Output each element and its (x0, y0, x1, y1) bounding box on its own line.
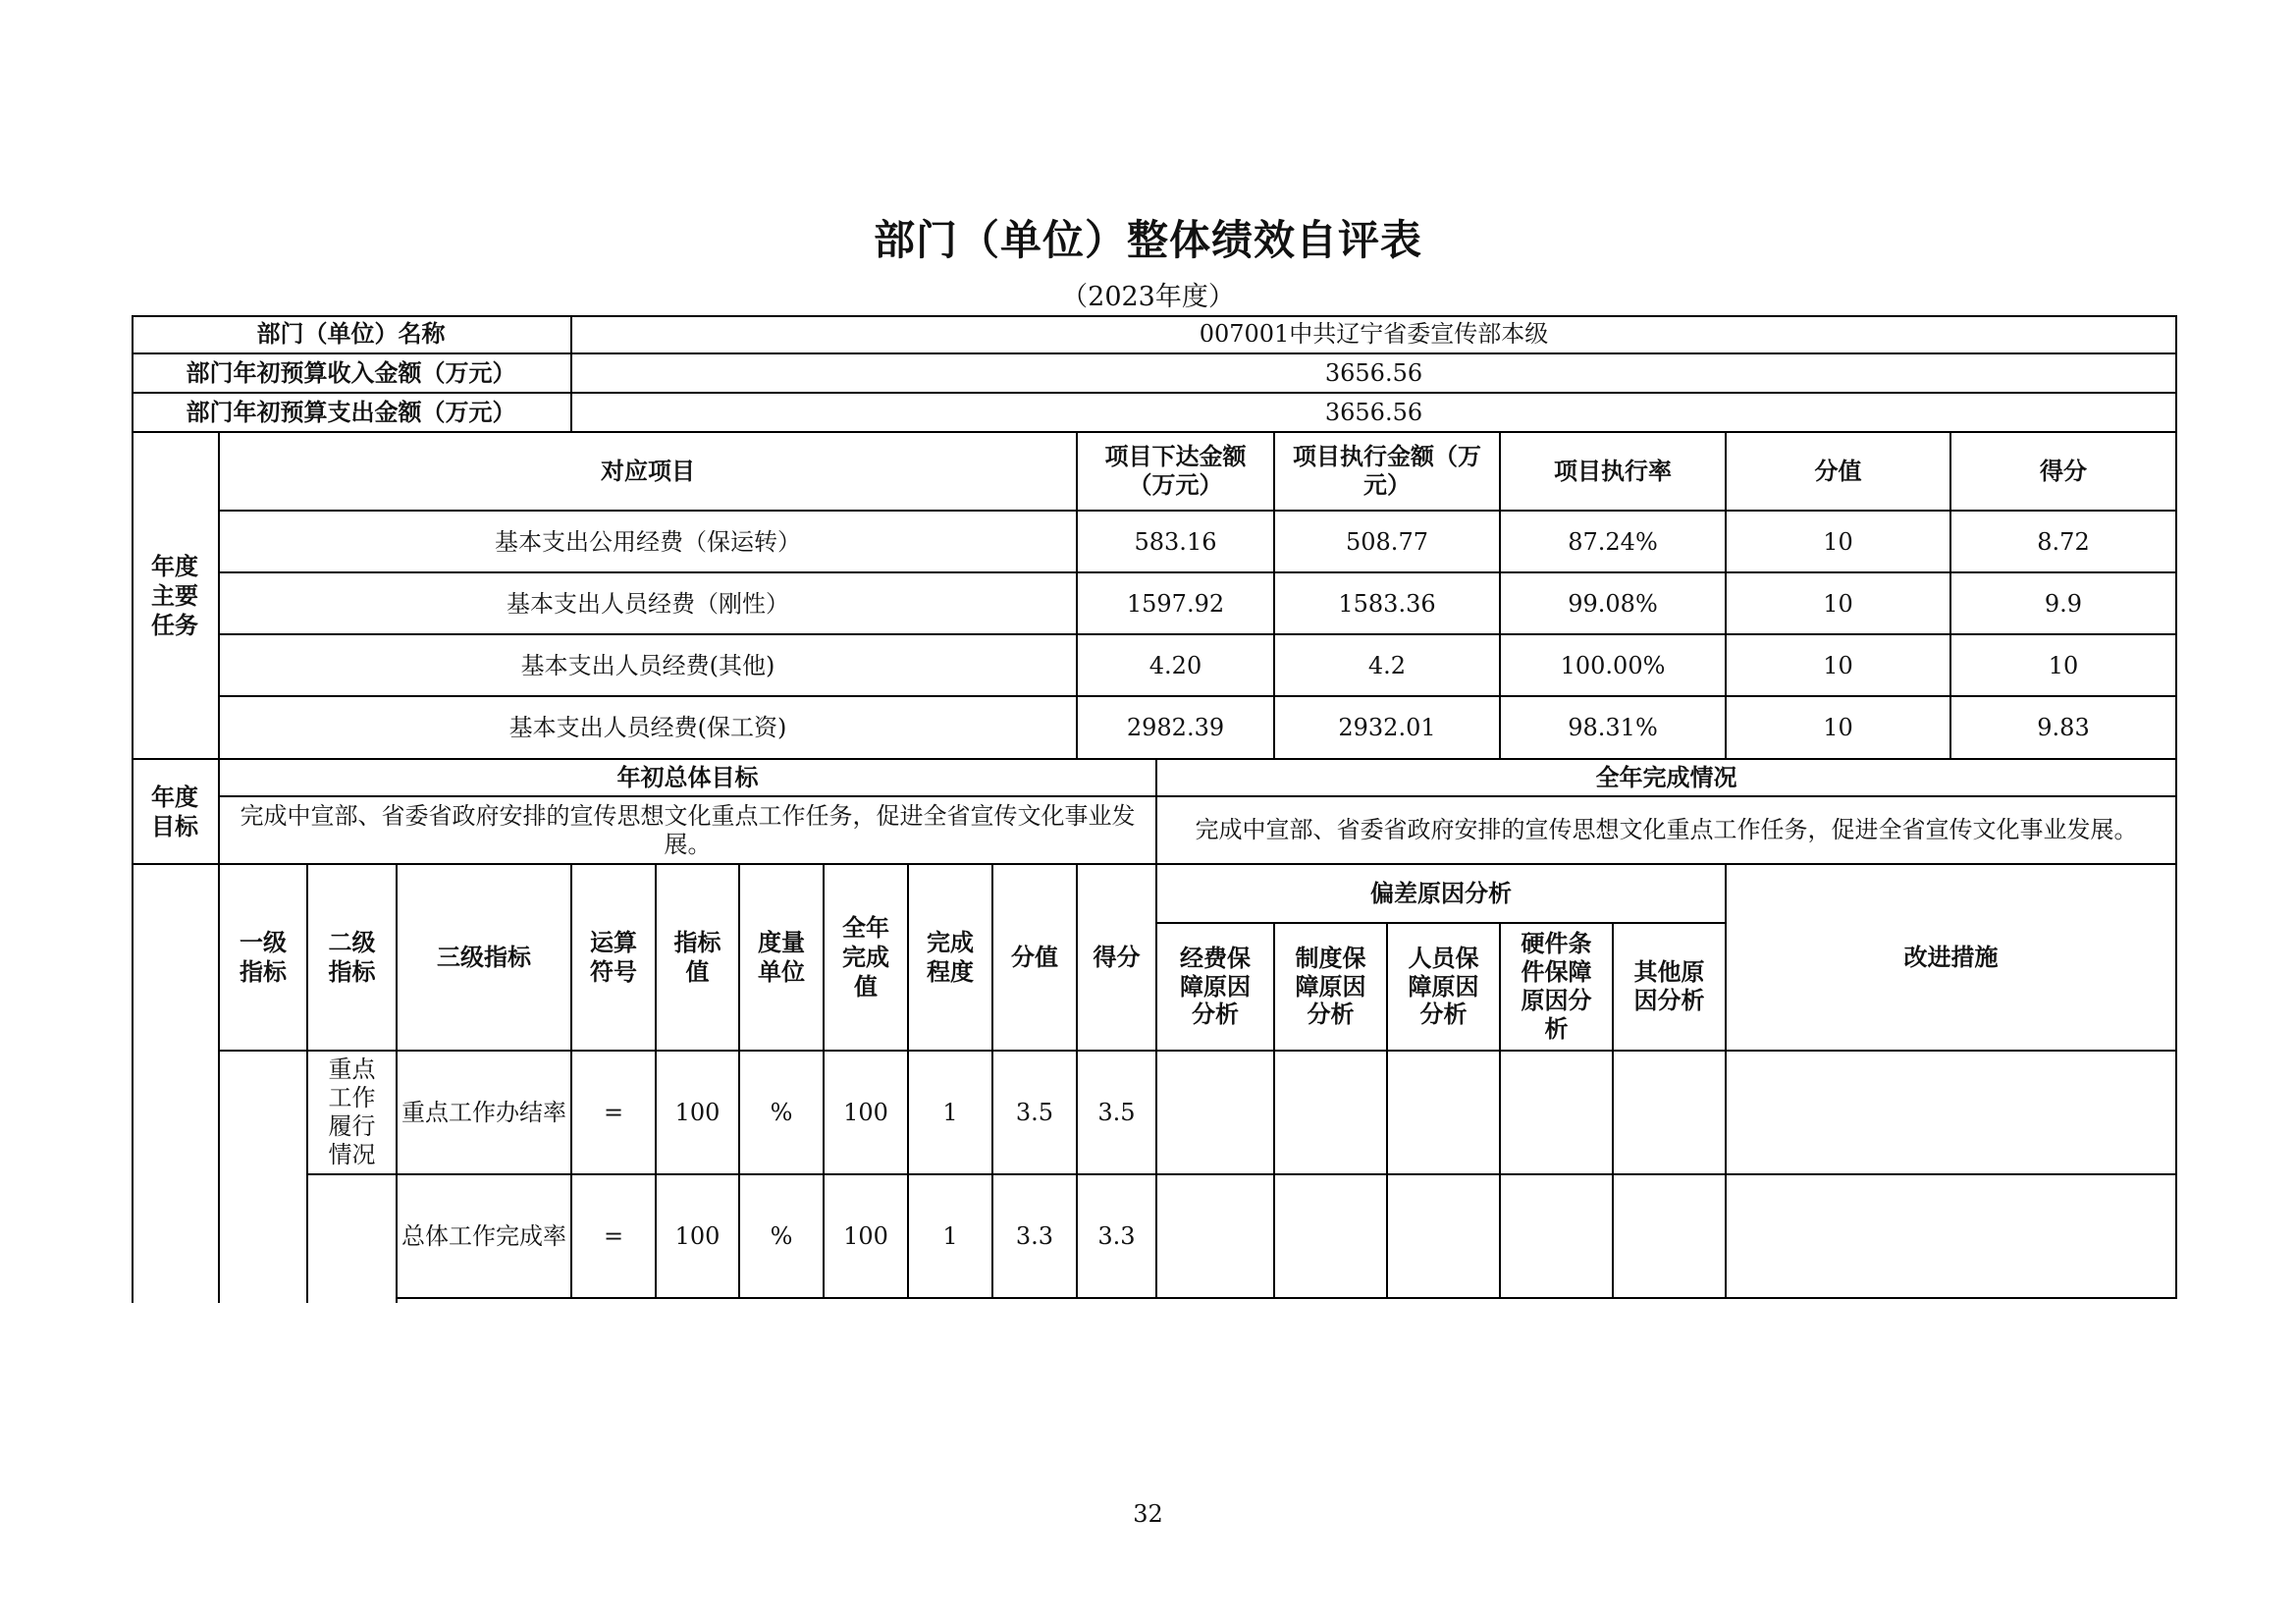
ind-col-actual: 全年 完成 值 (825, 865, 909, 1052)
ind-row-0-dev-funding (1157, 1052, 1275, 1175)
ind-col-score-value: 分值 (993, 865, 1078, 1052)
task-row-3-item: 基本支出人员经费(保工资) (220, 697, 1078, 760)
task-row-1-rate: 99.08% (1501, 573, 1727, 635)
income-value: 3656.56 (572, 354, 2177, 394)
task-row-1-issued: 1597.92 (1078, 573, 1275, 635)
tasks-col-executed: 项目执行金额（万元） (1275, 433, 1501, 512)
task-row-2-issued: 4.20 (1078, 635, 1275, 697)
income-label: 部门年初预算收入金额（万元） (132, 354, 572, 394)
goals-completion-label: 全年完成情况 (1157, 760, 2177, 797)
ind-row-1-operator: = (572, 1175, 657, 1299)
task-row-3-rate: 98.31% (1501, 697, 1727, 760)
ind-cutoff-line (396, 1299, 398, 1303)
ind-row-1-level3: 总体工作完成率 (398, 1175, 572, 1299)
page-number: 32 (1133, 1500, 1163, 1528)
ind-row-1-target: 100 (657, 1175, 740, 1299)
unit-name-label: 部门（单位）名称 (132, 315, 572, 354)
task-row-3-issued: 2982.39 (1078, 697, 1275, 760)
ind-row-1-dev-staff (1388, 1175, 1501, 1299)
task-row-3-score-value: 10 (1727, 697, 1951, 760)
task-row-2-item: 基本支出人员经费(其他) (220, 635, 1078, 697)
ind-row-1-actual: 100 (825, 1175, 909, 1299)
ind-col-degree: 完成 程度 (909, 865, 993, 1052)
page-subtitle: （2023年度） (1061, 282, 1235, 312)
task-row-3-score: 9.83 (1951, 697, 2177, 760)
task-row-2-score: 10 (1951, 635, 2177, 697)
ind-row-0-level3: 重点工作办结率 (398, 1052, 572, 1175)
ind-col-score: 得分 (1078, 865, 1157, 1052)
tasks-col-item: 对应项目 (220, 433, 1078, 512)
ind-col-dev-system: 制度保 障原因 分析 (1275, 924, 1388, 1052)
ind-row-1-unit: % (740, 1175, 825, 1299)
ind-row-0-dev-staff (1388, 1052, 1501, 1175)
unit-name-value: 007001中共辽宁省委宣传部本级 (572, 315, 2177, 354)
ind-row-0-improvement (1727, 1052, 2177, 1175)
ind-row-1-degree: 1 (909, 1175, 993, 1299)
goals-completion-text: 完成中宣部、省委省政府安排的宣传思想文化重点工作任务，促进全省宣传文化事业发展。 (1157, 797, 2177, 865)
task-row-1-item: 基本支出人员经费（刚性） (220, 573, 1078, 635)
ind-row-1-dev-other (1614, 1175, 1727, 1299)
goals-initial-label: 年初总体目标 (220, 760, 1157, 797)
ind-row-1-dev-hardware (1501, 1175, 1614, 1299)
ind-row-1-dev-system (1275, 1175, 1388, 1299)
ind-col-level2: 二级 指标 (308, 865, 398, 1052)
ind-row-0-dev-hardware (1501, 1052, 1614, 1175)
ind-row-0-level2: 重点 工作 履行 情况 (308, 1052, 398, 1175)
tasks-col-rate: 项目执行率 (1501, 433, 1727, 512)
task-row-2-executed: 4.2 (1275, 635, 1501, 697)
ind-row-0-dev-other (1614, 1052, 1727, 1175)
performance-table (132, 315, 2177, 1303)
ind-row-0-dev-system (1275, 1052, 1388, 1175)
task-row-2-score-value: 10 (1727, 635, 1951, 697)
ind-col-dev-staff: 人员保 障原因 分析 (1388, 924, 1501, 1052)
ind-row-1-dev-funding (1157, 1175, 1275, 1299)
ind-row-0-target: 100 (657, 1052, 740, 1175)
expense-value: 3656.56 (572, 394, 2177, 433)
ind-row-0-degree: 1 (909, 1052, 993, 1175)
ind-col-unit: 度量 单位 (740, 865, 825, 1052)
tasks-section-label: 年度 主要 任务 (132, 433, 220, 760)
ind-col-dev-other: 其他原 因分析 (1614, 924, 1727, 1052)
tasks-col-score-value: 分值 (1727, 433, 1951, 512)
expense-label: 部门年初预算支出金额（万元） (132, 394, 572, 433)
goals-initial-text: 完成中宣部、省委省政府安排的宣传思想文化重点工作任务，促进全省宣传文化事业发展。 (220, 797, 1157, 865)
task-row-0-score: 8.72 (1951, 512, 2177, 573)
ind-col-dev-hardware: 硬件条 件保障 原因分 析 (1501, 924, 1614, 1052)
ind-col-deviation: 偏差原因分析 (1157, 865, 1727, 924)
goals-section-label: 年度 目标 (132, 760, 220, 865)
ind-col-dev-funding: 经费保 障原因 分析 (1157, 924, 1275, 1052)
tasks-col-score: 得分 (1951, 433, 2177, 512)
ind-row-0-unit: % (740, 1052, 825, 1175)
ind-row-0-operator: = (572, 1052, 657, 1175)
ind-level1-cell (220, 1052, 308, 1303)
task-row-0-rate: 87.24% (1501, 512, 1727, 573)
task-row-0-score-value: 10 (1727, 512, 1951, 573)
task-row-0-item: 基本支出公用经费（保运转） (220, 512, 1078, 573)
ind-row-0-actual: 100 (825, 1052, 909, 1175)
ind-col-level1: 一级 指标 (220, 865, 308, 1052)
ind-row-0-score: 3.5 (1078, 1052, 1157, 1175)
task-row-1-score-value: 10 (1727, 573, 1951, 635)
ind-row-1-score-value: 3.3 (993, 1175, 1078, 1299)
indicators-section-label (132, 865, 220, 1303)
ind-col-level3: 三级指标 (398, 865, 572, 1052)
task-row-0-executed: 508.77 (1275, 512, 1501, 573)
task-row-1-score: 9.9 (1951, 573, 2177, 635)
task-row-1-executed: 1583.36 (1275, 573, 1501, 635)
task-row-0-issued: 583.16 (1078, 512, 1275, 573)
ind-row-1-improvement (1727, 1175, 2177, 1299)
ind-row-0-score-value: 3.5 (993, 1052, 1078, 1175)
ind-col-improvement: 改进措施 (1727, 865, 2177, 1052)
task-row-2-rate: 100.00% (1501, 635, 1727, 697)
ind-row-1-score: 3.3 (1078, 1175, 1157, 1299)
ind-row-1-level2 (308, 1175, 398, 1303)
task-row-3-executed: 2932.01 (1275, 697, 1501, 760)
page-title: 部门（单位）整体绩效自评表 (873, 216, 1422, 264)
ind-col-target: 指标 值 (657, 865, 740, 1052)
ind-col-operator: 运算 符号 (572, 865, 657, 1052)
tasks-col-issued: 项目下达金额（万元） (1078, 433, 1275, 512)
